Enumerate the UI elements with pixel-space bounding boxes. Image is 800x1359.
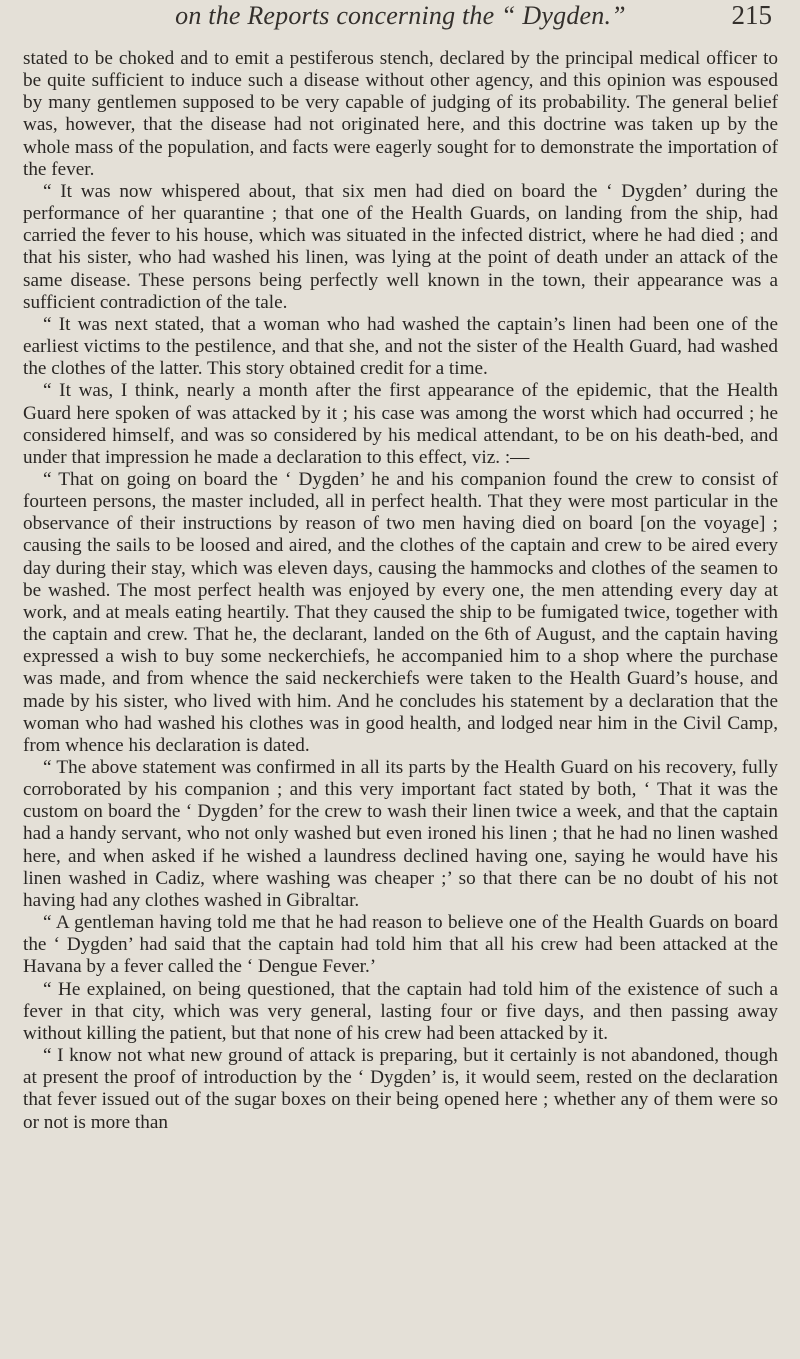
paragraph: stated to be choked and to emit a pestiferous stench, declared by the principal medical officer to be quite sufficient to induce such a disease without other agency, and this opinion was espoused by many gentlemen supposed to be very capable of judging of its probability. The general belief was, however, that the disease had not originated here, and this doctrine was taken up by the whole mass of the population, and facts were eagerly sought for to demonstrate the importation of the fever.	[23, 48, 778, 180]
paragraph: “ The above statement was confirmed in all its parts by the Health Guard on his recovery, fully corroborated by his companion ; and this very important fact stated by both, ‘ That it was the custom on board the ‘ Dygden’ for the crew to wash their linen twice a week, and that the captain had a handy servant, who not only washed but even ironed his linen ; that he had no linen washed here, and when asked if he wished a laundress declined having one, saying he would have his linen washed in Cadiz, where washing was cheaper ;’ so that there can be no doubt of his not having had any clothes washed in Gibraltar.	[23, 757, 778, 911]
paragraph: “ It was now whispered about, that six men had died on board the ‘ Dygden’ during the performance of her quarantine ; that one of the Health Guards, on landing from the ship, had carried the fever to his house, which was situated in the infected district, where he had died ; and that his sister, who had washed his linen, was lying at the point of death under an attack of the same disease. These persons being perfectly well known in the town, their appearance was a sufficient contradiction of the tale.	[23, 180, 778, 313]
paragraph: “ That on going on board the ‘ Dygden’ he and his companion found the crew to consist of fourteen persons, the master included, all in perfect health. That they were most particular in the observance of their instructions by reason of two men having died on board [on the voyage] ; causing the sails to be loosed and aired, and the clothes of the captain and crew to be aired every day during their stay, which was eleven days, causing the hammocks and clothes of the seamen to be washed. The most perfect health was enjoyed by every one, the men attending every day at work, and at meals eating heartily. That they caused the ship to be fumigated twice, together with the captain and crew. That he, the declarant, landed on the 6th of August, and the captain having expressed a wish to buy some neckerchiefs, he accompanied him to a shop where the purchase was made, and from whence the said neckerchiefs were taken to the Health Guard’s house, and made by his sister, who lived with him. And he concludes his statement by a declaration that the woman who had washed his clothes was in good health, and lodged near him in the Civil Camp, from whence his declaration is dated.	[23, 468, 778, 756]
running-title: on the Reports concerning the “ Dygden.”	[175, 1, 626, 30]
paragraph: “ He explained, on being questioned, that the captain had told him of the existence of such a fever in that city, which was very general, lasting four or five days, and then passing away without killing the patient, but that none of his crew had been attacked by it.	[23, 978, 778, 1044]
body-text	[23, 48, 778, 1134]
paragraph: “ A gentleman having told me that he had reason to believe one of the Health Guards on board the ‘ Dygden’ had said that the captain had told him that all his crew had been attacked at the Havana by a fever called the ‘ Dengue Fever.’	[23, 912, 778, 978]
running-head	[23, 0, 778, 38]
paragraph: “ It was, I think, nearly a month after the first appearance of the epidemic, that the Health Guard here spoken of was attacked by it ; his case was among the worst which had occurred ; he considered himself, and was so considered by his medical attendant, to be on his death-bed, and under that impression he made a declaration to this effect, viz. :—	[23, 380, 778, 468]
paragraph: “ It was next stated, that a woman who had washed the captain’s linen had been one of the earliest victims to the pestilence, and that she, and not the sister of the Health Guard, had washed the clothes of the latter. This story obtained credit for a time.	[23, 313, 778, 380]
paragraph: “ I know not what new ground of attack is preparing, but it certainly is not abandoned, though at present the proof of introduction by the ‘ Dygden’ is, it would seem, rested on the declaration that fever issued out of the sugar boxes on their being opened here ; whether any of them were so or not is more than	[23, 1045, 778, 1133]
page-number: 215	[731, 0, 772, 30]
